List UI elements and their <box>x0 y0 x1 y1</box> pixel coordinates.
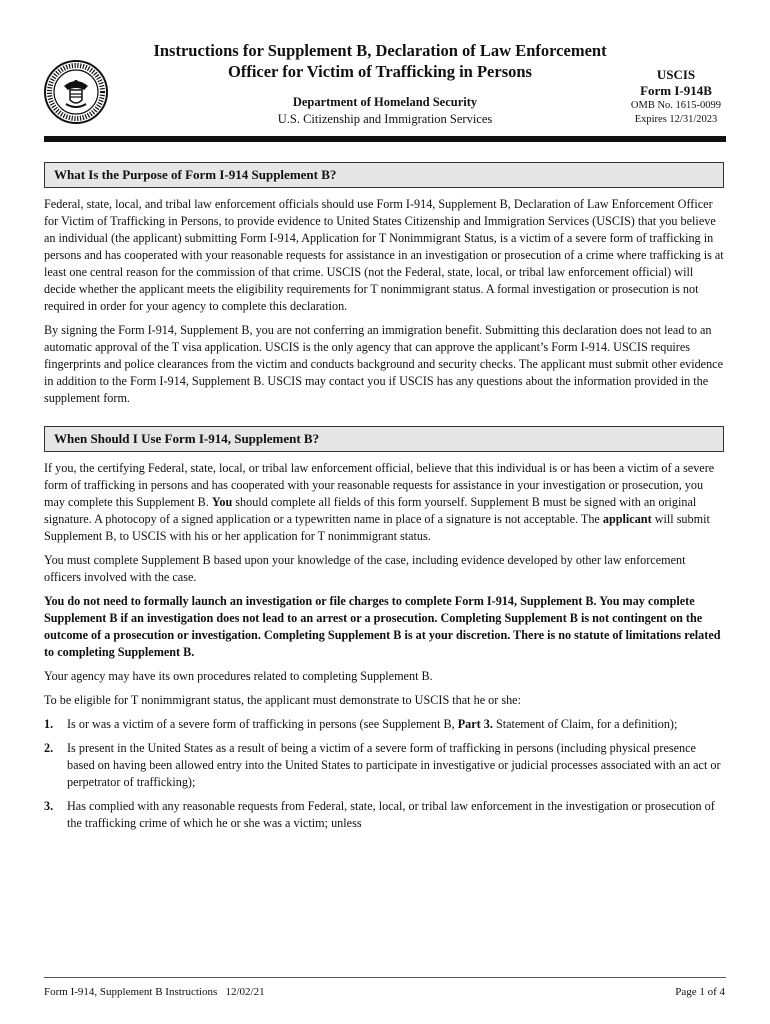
when-paragraph-procedures: Your agency may have its own procedures related to completing Supplement B. <box>44 669 433 683</box>
omb-number: OMB No. 1615-0099 <box>630 100 722 111</box>
instructions-body <box>44 162 724 839</box>
section-heading-when: When Should I Use Form I-914, Supplement B? <box>44 426 724 452</box>
purpose-paragraph-2: By signing the Form I-914, Supplement B, you are not conferring an immigration benefit. Submitting this declaration does not lead to an automatic approval of the T visa application. USCIS is the only agency that can approve the applicant’s Form I-914. USCIS requires fingerprints and police clearances from the victim and conducts background and security checks. The applicant must submit other evidence in addition to the Form I-914, Supplement B. USCIS may contact you if USCIS has any questions about the information provided in the supplement form. <box>44 323 724 405</box>
section-heading-purpose: What Is the Purpose of Form I-914 Supplement B? <box>44 162 724 188</box>
when-paragraph-eligibility: To be eligible for T nonimmigrant status, the applicant must demonstrate to USCIS that he or she: <box>44 693 521 707</box>
when-paragraph-1: If you, the certifying Federal, state, local, or tribal law enforcement official, believe that this individual is or has been a victim of a severe form of trafficking in persons and has cooperated with your reasonable requests for assistance in your investigation or prosecution, you may complete this Supplement B. You should complete all fields of this form yourself. Supplement B must be signed with an original signature. A photocopy of a signed application or a typewritten name in place of a signature is not acceptable. The applicant will submit Supplement B, to USCIS with his or her application for T nonimmigrant status. <box>44 461 715 543</box>
department-block <box>230 94 540 128</box>
footer-rule <box>44 977 726 978</box>
list-item: 1. Is or was a victim of a severe form of trafficking in persons (see Supplement B, Part 3. Statement of Claim, for a definition); <box>44 717 678 731</box>
title-line-1: Instructions for Supplement B, Declaration of Law Enforcement <box>153 41 607 60</box>
purpose-paragraph-1: Federal, state, local, and tribal law enforcement officials should use Form I-914, Supplement B, Declaration of Law Enforcement Officer for Victim of Trafficking in Persons, to provide evidence to United States Citizenship and Immigration Services (USCIS) that you believe an individual (the applicant) submitting Form I-914, Application for T Nonimmigrant Status, is a victim of a severe form of trafficking in persons and has cooperated with your reasonable requests for assistance in an investigation or prosecution of a crime where trafficking is at least one central reason for the commission of that crime. USCIS (not the Federal, state, local, or tribal law enforcement official) will decide whether the applicant meets the eligibility requirements for T nonimmigrant status. A formal investigation or prosecution is not required in order for your agency to complete this declaration. <box>44 197 724 313</box>
when-paragraph-bold: You do not need to formally launch an investigation or file charges to complete Form I-914, Supplement B. You may complete Supplement B if an investigation does not lead to an arrest or a prosecution. Completing Supplement B is not contingent on the outcome of a prosecution or investigation. Completing Supplement B is at your discretion. There is no statute of limitations related to completing Supplement B. <box>44 594 721 659</box>
dhs-seal-icon <box>44 60 108 124</box>
form-id-block <box>612 67 740 127</box>
footer-form-label: Form I-914, Supplement B Instructions 12/02/21 <box>44 986 265 998</box>
list-item: 2. Is present in the United States as a result of being a victim of a severe form of trafficking in persons (including physical presence based on having been allowed entry into the United States to participate in investigative or judicial processes associated with an act or perpetrator of trafficking); <box>44 741 721 789</box>
document-title <box>130 40 630 82</box>
list-item: 3. Has complied with any reasonable requests from Federal, state, local, or tribal law enforcement in the investigation or prosecution of the trafficking crime of which he or she was a victim; unless <box>44 799 715 830</box>
when-paragraph-2: You must complete Supplement B based upon your knowledge of the case, including evidence developed by other law enforcement officers involved with the case. <box>44 553 686 584</box>
department-name: Department of Homeland Security <box>292 95 478 109</box>
title-line-2: Officer for Victim of Trafficking in Persons <box>228 62 532 81</box>
form-number: Form I-914B <box>640 83 712 98</box>
expiration-date: Expires 12/31/2023 <box>634 114 718 125</box>
header-rule <box>44 136 726 142</box>
page-number: Page 1 of 4 <box>675 986 725 998</box>
agency-abbrev: USCIS <box>656 67 696 82</box>
agency-name: U.S. Citizenship and Immigration Services <box>277 112 493 126</box>
